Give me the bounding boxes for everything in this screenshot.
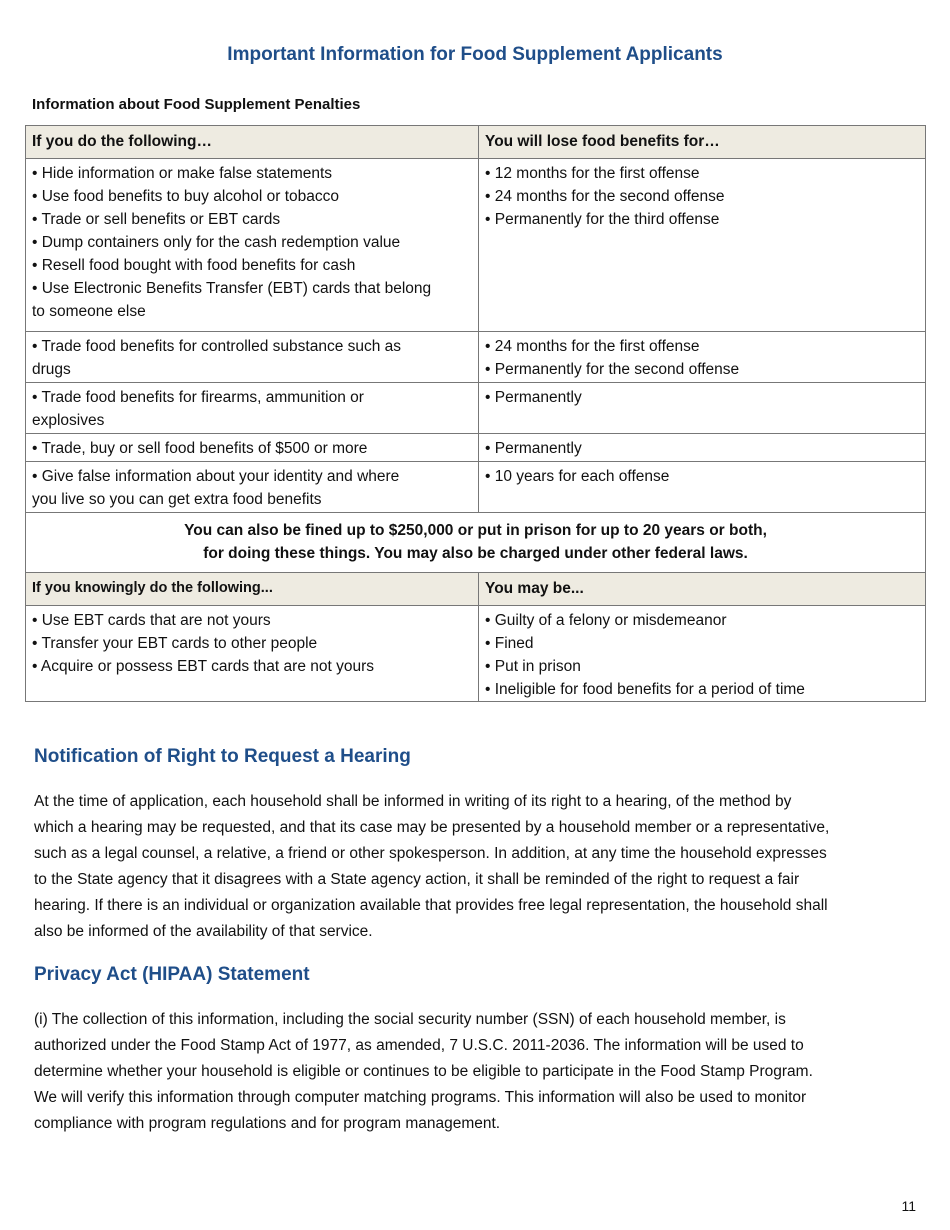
- text-line: • Trade or sell benefits or EBT cards: [32, 211, 281, 228]
- text-line: • Trade food benefits for controlled substance such as: [32, 338, 402, 355]
- text-line: • Give false information about your identity and where: [32, 468, 400, 485]
- text-line: • Guilty of a felony or misdemeanor: [485, 612, 727, 629]
- text-line: • Permanently: [485, 389, 582, 406]
- actions-cell: [26, 159, 479, 332]
- actions-cell: [26, 383, 479, 434]
- header-penalty: You will lose food benefits for…: [479, 126, 926, 159]
- text-line: for doing these things. You may also be charged under other federal laws.: [203, 545, 748, 562]
- text-line: • 24 months for the second offense: [485, 188, 725, 205]
- table-row: [26, 332, 926, 383]
- text-line: • Acquire or possess EBT cards that are not yours: [32, 658, 374, 675]
- penalty-cell: [479, 332, 926, 383]
- text-line: • Permanently: [485, 440, 582, 457]
- actions-cell: [26, 462, 479, 513]
- text-line: hearing. If there is an individual or organization available that provides free legal representation, the household shall: [34, 897, 828, 914]
- text-line: • Resell food bought with food benefits for cash: [32, 257, 356, 274]
- text-line: • Permanently for the second offense: [485, 361, 740, 378]
- text-line: • Hide information or make false statements: [32, 165, 333, 182]
- actions-cell: [26, 606, 479, 702]
- table-header-row-2: [26, 573, 926, 606]
- table-row: [26, 383, 926, 434]
- penalty-cell: [479, 462, 926, 513]
- penalty-cell: [479, 383, 926, 434]
- text-line: • Transfer your EBT cards to other people: [32, 635, 318, 652]
- text-line: explosives: [32, 412, 105, 429]
- text-line: • Put in prison: [485, 658, 581, 675]
- text-line: You can also be fined up to $250,000 or put in prison for up to 20 years or both,: [184, 522, 767, 539]
- text-line: • Ineligible for food benefits for a period of time: [485, 681, 805, 698]
- actions-cell: [26, 434, 479, 462]
- text-line: • Use food benefits to buy alcohol or tobacco: [32, 188, 340, 205]
- text-line: also be informed of the availability of that service.: [34, 923, 373, 940]
- text-line: • 10 years for each offense: [485, 468, 670, 485]
- text-line: At the time of application, each household shall be informed in writing of its right to a hearing, of the method by: [34, 793, 792, 810]
- text-line: to the State agency that it disagrees with a State agency action, it shall be reminded of the right to request a fair: [34, 871, 800, 888]
- text-line: • Trade, buy or sell food benefits of $500 or more: [32, 440, 368, 457]
- hearing-paragraph: [34, 789, 829, 945]
- text-line: • Use Electronic Benefits Transfer (EBT) cards that belong: [32, 280, 432, 297]
- consequence-cell: [479, 606, 926, 702]
- header-actions: If you do the following…: [26, 126, 479, 159]
- table-row: [26, 462, 926, 513]
- penalty-cell: [479, 159, 926, 332]
- text-line: authorized under the Food Stamp Act of 1977, as amended, 7 U.S.C. 2011-2036. The information will be used to: [34, 1037, 804, 1054]
- penalties-subtitle: Information about Food Supplement Penalties: [32, 96, 361, 113]
- text-line: • 12 months for the first offense: [485, 165, 700, 182]
- header2-actions: If you knowingly do the following...: [26, 573, 479, 606]
- text-line: (i) The collection of this information, including the social security number (SSN) of each household member, is: [34, 1011, 786, 1028]
- hearing-heading: Notification of Right to Request a Hearing: [34, 746, 411, 767]
- penalty-cell: [479, 434, 926, 462]
- text-line: such as a legal counsel, a relative, a friend or other spokesperson. In addition, at any time the household expresses: [34, 845, 827, 862]
- text-line: • Fined: [485, 635, 534, 652]
- text-line: • Dump containers only for the cash redemption value: [32, 234, 401, 251]
- header2-consequence: You may be...: [479, 573, 926, 606]
- text-line: which a hearing may be requested, and that its case may be presented by a household member or a representative,: [34, 819, 830, 836]
- table-header-row: [26, 126, 926, 159]
- fine-notice: [26, 513, 926, 573]
- table-row: [26, 606, 926, 702]
- text-line: • Use EBT cards that are not yours: [32, 612, 271, 629]
- penalties-table: [25, 125, 926, 702]
- text-line: • 24 months for the first offense: [485, 338, 700, 355]
- actions-cell: [26, 332, 479, 383]
- text-line: to someone else: [32, 303, 146, 320]
- page-title: Important Information for Food Supplement Applicants: [227, 44, 723, 65]
- text-line: you live so you can get extra food benefits: [32, 491, 322, 508]
- table-row: [26, 159, 926, 332]
- text-line: • Trade food benefits for firearms, ammunition or: [32, 389, 364, 406]
- text-line: compliance with program regulations and for program management.: [34, 1115, 501, 1132]
- privacy-heading: Privacy Act (HIPAA) Statement: [34, 964, 310, 985]
- fine-notice-row: [26, 513, 926, 573]
- table-row: [26, 434, 926, 462]
- text-line: • Permanently for the third offense: [485, 211, 720, 228]
- page-number: 11: [901, 1198, 916, 1214]
- privacy-paragraph: [34, 1007, 813, 1137]
- text-line: drugs: [32, 361, 71, 378]
- text-line: We will verify this information through computer matching programs. This information will also be used to monitor: [34, 1089, 807, 1106]
- text-line: determine whether your household is eligible or continues to be eligible to participate in the Food Stamp Program.: [34, 1063, 813, 1080]
